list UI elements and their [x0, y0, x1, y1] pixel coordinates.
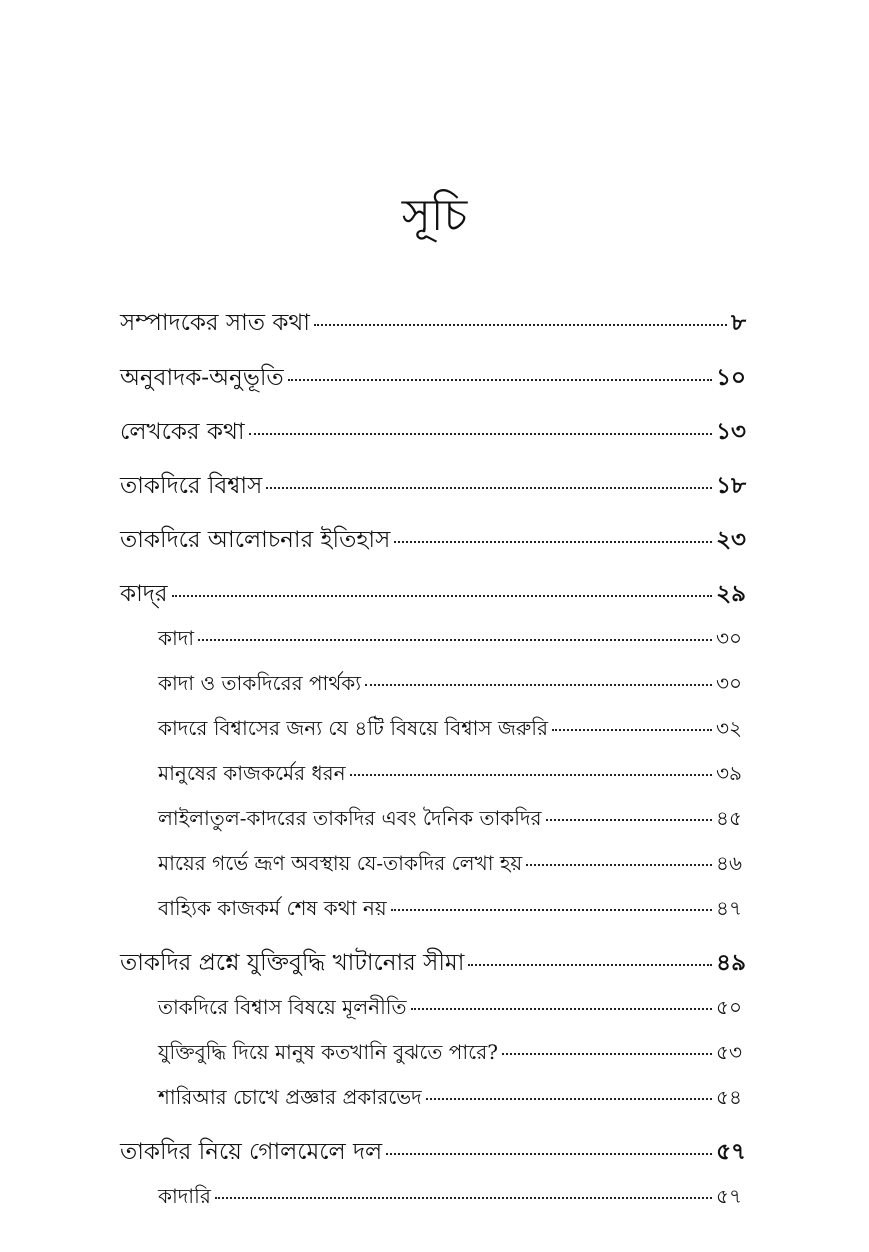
toc-entry	[120, 578, 746, 610]
toc-subentry	[158, 1182, 742, 1210]
toc-entry	[120, 307, 746, 339]
toc-entry-title: লেখকের কথা	[120, 419, 245, 445]
toc-entry-page: ২৯	[716, 580, 746, 607]
dot-leader	[386, 1153, 712, 1155]
toc-entry-page: ৮	[731, 309, 746, 336]
dot-leader	[502, 1053, 712, 1055]
toc-entry	[120, 416, 746, 448]
toc-entry	[120, 1136, 746, 1168]
dot-leader	[468, 964, 712, 966]
toc-subentry	[158, 849, 742, 877]
dot-leader	[350, 774, 712, 776]
toc-subentry	[158, 624, 742, 652]
toc-entry-title: বাহ্যিক কাজকর্ম শেষ কথা নয়	[158, 896, 387, 920]
toc-entry-page: ১৩	[716, 418, 746, 445]
toc-entry-title: সম্পাদকের সাত কথা	[120, 310, 310, 336]
toc-entry-title: মানুষের কাজকর্মের ধরন	[158, 761, 346, 785]
toc-entry-page: ৩০	[715, 671, 742, 695]
dot-leader	[426, 1098, 712, 1100]
toc-subentry	[158, 804, 742, 832]
toc-entry-page: ৩২	[715, 716, 742, 740]
toc-entry-page: ১৮	[716, 472, 746, 499]
toc-entry-page: ৫৭	[716, 1184, 742, 1208]
toc-entry-page: ৫৪	[716, 1085, 742, 1109]
toc-entry-page: ৫৩	[716, 1040, 742, 1064]
toc-entry-title: কাদারি	[158, 1184, 211, 1208]
toc-entry-title: কাদা ও তাকদিরের পার্থক্য	[158, 671, 362, 695]
toc-entry	[120, 362, 746, 394]
toc-subentry	[158, 1083, 742, 1111]
page-title: সূচি	[401, 190, 468, 241]
toc-entry-title: কাদা	[158, 626, 195, 650]
dot-leader	[198, 639, 712, 641]
toc-entry-page: ১০	[716, 364, 746, 391]
toc-entry-title: কাদরে বিশ্বাসের জন্য যে ৪টি বিষয়ে বিশ্বাস জরুরি	[158, 716, 548, 740]
toc-entry-page: ৫০	[716, 995, 742, 1019]
dot-leader	[172, 595, 713, 597]
toc-entry	[120, 524, 746, 556]
toc-entry-page: ৪৫	[716, 806, 742, 830]
toc-entry-page: ২৩	[716, 526, 746, 553]
dot-leader	[365, 684, 712, 686]
toc-subentry	[158, 759, 742, 787]
toc-entry-page: ৫৭	[716, 1138, 746, 1165]
toc-entry-title: লাইলাতুল-কাদরের তাকদির এবং দৈনিক তাকদির	[158, 806, 542, 830]
toc-subentry	[158, 993, 742, 1021]
dot-leader	[249, 433, 713, 435]
toc-subentry	[158, 669, 742, 697]
toc-entry-page: ৪৭	[716, 896, 742, 920]
dot-leader	[411, 1008, 713, 1010]
toc-entry-title: তাকদির নিয়ে গোলমেলে দল	[120, 1139, 383, 1165]
toc-entry-page: ৩০	[715, 626, 742, 650]
dot-leader	[215, 1197, 712, 1199]
dot-leader	[394, 541, 712, 543]
toc-entry-title: অনুবাদক-অনুভূতি	[120, 365, 284, 391]
toc-entry-title: তাকদিরে বিশ্বাস বিষয়ে মূলনীতি	[158, 995, 407, 1019]
toc-entry	[120, 947, 746, 979]
dot-leader	[526, 864, 712, 866]
toc-subentry	[158, 894, 742, 922]
dot-leader	[314, 324, 727, 326]
toc-entry-page: ৩৯	[716, 761, 742, 785]
dot-leader	[266, 487, 712, 489]
dot-leader	[288, 379, 712, 381]
dot-leader	[546, 819, 713, 821]
dot-leader	[552, 729, 712, 731]
toc-entry-title: তাকদিরে আলোচনার ইতিহাস	[120, 527, 391, 553]
toc-subentry	[158, 1038, 742, 1066]
toc-entry-page: ৪৯	[716, 949, 746, 976]
toc-entry-title: মায়ের গর্ভে ভ্রূণ অবস্থায় যে-তাকদির লেখা হয়	[158, 851, 523, 875]
toc-subentry	[158, 714, 742, 742]
toc-entry	[120, 470, 746, 502]
dot-leader	[391, 909, 712, 911]
toc-entry-title: যুক্তিবুদ্ধি দিয়ে মানুষ কতখানি বুঝতে পারে?	[158, 1040, 498, 1064]
toc-entry-title: কাদ্‌র	[120, 581, 168, 607]
toc-entry-title: শারিআর চোখে প্রজ্ঞার প্রকারভেদ	[158, 1085, 422, 1109]
toc-entry-page: ৪৬	[716, 851, 742, 875]
toc-entry-title: তাকদির প্রশ্নে যুক্তিবুদ্ধি খাটানোর সীমা	[120, 950, 465, 976]
toc-entry-title: তাকদিরে বিশ্বাস	[120, 473, 263, 499]
